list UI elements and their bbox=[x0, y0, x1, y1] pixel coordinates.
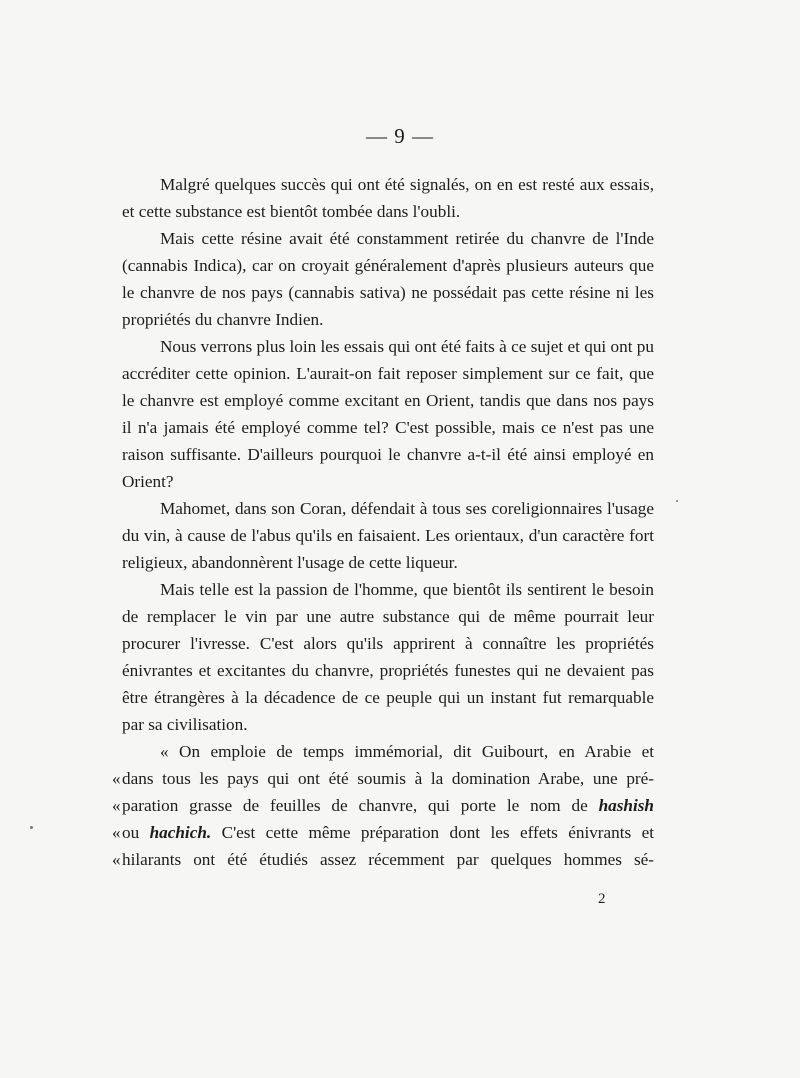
paper-speck bbox=[676, 500, 678, 502]
guibourt-quotation bbox=[112, 738, 655, 873]
quote-line-1-text: On emploie de temps immémorial, dit Guibourt, en Arabie et bbox=[179, 742, 654, 761]
paragraph-2: Mais cette résine avait été constamment retirée du chanvre de l'Inde (cannabis Indica), car on croyait généralement d'après plusieurs auteurs que le chanvre de nos pays (cannabis sativa) ne possédait pas cette résine ni les propriétés du chanvre Indien. bbox=[122, 229, 654, 329]
quote-line-4 bbox=[112, 819, 655, 846]
paragraph-4: Mahomet, dans son Coran, défendait à tous ses coreligionnaires l'usage du vin, à cause de l'abus qu'ils en faisaient. Les orientaux, d'un caractère fort religieux, abandonnèrent l'usage de cette liqueur. bbox=[122, 499, 654, 572]
quote-cont-mark: « bbox=[112, 823, 121, 842]
quote-line-4b-text: C'est cette même préparation dont les effets énivrants et bbox=[221, 823, 655, 842]
quote-line-3-text: paration grasse de feuilles de chanvre, qui porte le nom de bbox=[122, 796, 588, 815]
quote-line-2 bbox=[112, 765, 654, 792]
signature-mark: 2 bbox=[598, 891, 606, 907]
paragraph-3: Nous verrons plus loin les essais qui ont été faits à ce sujet et qui ont pu accréditer cette opinion. L'aurait-on fait reposer simplement sur ce fait, que le chanvre est employé comme excitant en Orient, tandis que dans nos pays il n'a jamais été employé comme tel? C'est possible, mais ce n'est pas une raison suffisante. D'ailleurs pourquoi le chanvre a-t-il été ainsi employé en Orient? bbox=[122, 337, 654, 491]
page-body bbox=[112, 171, 655, 873]
quote-cont-mark: « bbox=[112, 796, 121, 815]
term-hashish: hashish bbox=[598, 796, 654, 815]
quote-cont-mark: « bbox=[112, 850, 121, 869]
paragraph-5: Mais telle est la passion de l'homme, que bientôt ils sentirent le besoin de remplacer le vin par une autre substance qui de même pourrait leur procurer l'ivresse. C'est alors qu'ils apprirent à connaître les propriétés énivrantes et excitantes du chanvre, propriétés funestes qui ne devaient pas être étrangères à la décadence de ce peuple qui un instant fut remarquable par sa civilisation. bbox=[122, 580, 654, 734]
quote-line-1 bbox=[122, 738, 654, 765]
term-hachich: hachich. bbox=[149, 823, 212, 842]
quote-line-5 bbox=[112, 846, 654, 873]
quote-open-mark: « bbox=[160, 742, 169, 761]
running-head-page-number: — 9 — bbox=[366, 124, 434, 148]
quote-line-5-text: hilarants ont été étudiés assez récemment par quelques hommes sé- bbox=[122, 850, 654, 869]
quote-line-4-text: ou bbox=[122, 823, 140, 842]
quote-line-3 bbox=[112, 792, 654, 819]
quote-cont-mark: « bbox=[112, 769, 121, 788]
paragraph-1: Malgré quelques succès qui ont été signalés, on en est resté aux essais, et cette substance est bientôt tombée dans l'oubli. bbox=[122, 175, 654, 221]
quote-line-2-text: dans tous les pays qui ont été soumis à la domination Arabe, une pré- bbox=[122, 769, 654, 788]
paper-speck bbox=[30, 826, 33, 829]
